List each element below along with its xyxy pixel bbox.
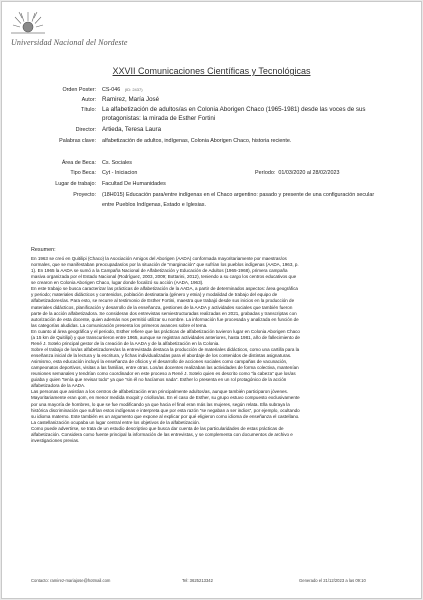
abstract-line: alfabetizadores/as. Para esto, se recurre al testimonio de Esther Fortini, maestra que trabajó desde sus inicios en la producción de xyxy=(31,298,295,304)
abstract-line: (a 15 km de Quitilipi) y que transcurrieron entre 1965, aunque se registran actividades anteriores, hasta 1981, año de fallecimiento de xyxy=(31,334,300,340)
lugar-trabajo-value: Facultad De Humanidades xyxy=(102,181,166,187)
abstract-body xyxy=(31,256,393,444)
autor-value: Ramirez, María José xyxy=(102,96,160,103)
congress-title: XXVII Comunicaciones Científicas y Tecnológicas xyxy=(112,66,311,76)
abstract-line: histórica discriminación que sufrían estos indígenas e interpreta que por esta razón “se negaban a ser indios”, por ejemplo, ocultando xyxy=(31,407,300,413)
titulo-label: Título: xyxy=(81,107,96,113)
proyecto-line-2: entre Pueblos Indígenas, Estado e Iglesias. xyxy=(102,202,206,208)
abstract-line: materiales didácticos, planificación y desarrollo de la enseñanza, gestiones de la AADA y actividades sociales que también fueron xyxy=(31,304,293,310)
titulo-line-2: protagonistas: la mirada de Esther Fortini xyxy=(102,115,216,122)
abstract-line: Asimismo, esta educación incluyó la enseñanza de oficios y el desarrollo de acciones sociales como campañas de vacunación, xyxy=(31,359,288,365)
lugar-trabajo-label: Lugar de trabajo: xyxy=(55,181,96,187)
abstract-line: En 1963 se creó en Quitilipi (Chaco) la Asociación Amigos del Aborigen (AADA) conformada mayoritariamente por maestras/os xyxy=(31,256,287,261)
university-name: Universidad Nacional del Nordeste xyxy=(11,38,128,47)
abstract-line: Sobre el trabajo de los/as alfabetizadores/as la entrevistada destaca la producción de materiales didácticos, como una cartilla para la xyxy=(31,346,300,352)
tipo-beca-label: Tipo Beca: xyxy=(70,170,96,176)
abstract-line: En este trabajo se busca caracterizar las prácticas de alfabetización de la AADA, a partir de determinados aspectos: área geográfica xyxy=(31,286,298,292)
abstract-line: autorización de esta docente, quien además nos permitió utilizar su nombre. La información fue procesada y analizada en función de xyxy=(31,316,299,322)
proyecto-label: Proyecto: xyxy=(73,192,96,198)
abstract-line: guiaba y quien “tenía que revisar todo” ya que “sin él no hacíamos nada”. Esther lo presenta en un rol protagónico de la acción xyxy=(31,377,287,383)
footer xyxy=(2,578,423,588)
abstract-line: En cuanto al área geográfica y el periodo, Esther refiere que las prácticas de alfabetización tuvieron lugar en Colonia Aborigen Chaco xyxy=(31,328,300,334)
document-page xyxy=(1,1,422,599)
area-beca-label: Área de Beca: xyxy=(61,160,96,166)
abstract-line: reuniones semanales y tendrían como coordinador en este proceso a René J. Sotelo quien es descrito como “la cabeza” que los/as xyxy=(31,371,296,377)
university-logo xyxy=(11,9,161,49)
abstract-line: normales, que se manifestaban preocupadas/os por la situación de “marginación” que sufrían los pueblos indígenas (AADA, 1963, p. xyxy=(31,262,299,268)
contact-email: Contacto: ramirez-mariajose@hotmail.com xyxy=(31,578,111,583)
director-label: Director: xyxy=(75,127,96,133)
abstract-line: y periodo; materiales didácticos y contenidos, población destinataria (género y etnia) y modalidad de trabajo del equipo de xyxy=(31,292,278,298)
periodo: Período: 01/03/2020 al 28/02/2023 xyxy=(255,170,340,176)
sun-emblem-icon xyxy=(11,9,45,37)
abstract-line: enseñanza inicial de la lectura y la escritura, y fichas individualizadas para el abordaje de los contenidos de distintas asignaturas. xyxy=(31,353,292,358)
abstract-line: se crearon en Colonia Aborigen Chaco, lugar donde focalizó su acción (AADA, 1963). xyxy=(31,280,204,286)
resumen-label: Resumen: xyxy=(31,247,56,253)
abstract-line: parte de la acción alfabetizadora. Se consideran dos entrevistas semiestructuradas realizadas en 2021, grabadas y transcriptas con xyxy=(31,310,297,316)
autor-label: Autor: xyxy=(81,97,96,103)
abstract-line: Como puede advertirse, se trata de un estudio descriptivo que busca dar cuenta de las particularidades de estas prácticas de xyxy=(31,425,284,431)
abstract-line: investigaciones previas. xyxy=(31,437,80,443)
abstract-line: René J. Sotelo principal gestor de la creación de la AADA y de la alfabetización en la Colonia. xyxy=(31,340,220,346)
abstract-line: alfabetización. Considera como fuente principal la información de las entrevistas, y se complementa con documentos de archivo e xyxy=(31,431,293,437)
abstract-line: La castellanización ocupaba un lugar central entre los objetivos de la alfabetización. xyxy=(31,419,201,425)
area-beca-value: Cs. Sociales xyxy=(102,160,132,166)
id-value: (ID: 2437) xyxy=(124,87,143,92)
abstract-line: Mayoritariamente eran qom, en menor medida moqoit y criollos/as. En el caso de Esther, su grupo estuvo compuesto exclusivamente xyxy=(31,395,300,401)
abstract-line: Las personas que asistían a los centros de alfabetización eran principalmente adultos/as, aunque también participaron jóvenes. xyxy=(31,389,289,395)
generated-timestamp: Generado el 21/12/2023 a las 09:10 xyxy=(299,578,366,583)
abstract-line: por una mayoría de hombres, lo que se fue modificando ya que hacia el final eran más las mujeres, según relata. Ella subraya la xyxy=(31,401,290,407)
abstract-line: campeonatos deportivos, visitas a las familias, entre otras. Los/as docentes realizaban las actividades de forma colectiva, mantenían xyxy=(31,365,299,371)
abstract-line: masiva organizada por el Estado Nacional (Rodríguez, 2003, 2009; Bottarini, 2012), teniendo a su cargo los centros educativos que xyxy=(31,274,297,280)
orden-poster-value: CS-046 (ID: 2437) xyxy=(102,87,143,93)
abstract-line: alfabetizadora de la AADA. xyxy=(31,383,86,389)
proyecto-line-1: (18H015) Educación para/entre indígenas en el Chaco argentino: pasado y presente de una configuración secular xyxy=(102,192,375,198)
orden-poster-label: Orden Poster: xyxy=(62,87,96,93)
contact-phone: Tel: 3625213342 xyxy=(182,578,213,583)
director-value: Artieda, Teresa Laura xyxy=(102,126,162,133)
abstract-line: 1). En 1965 la AADA se sumó a la Campaña Nacional de Alfabetización y Educación de Adultos (1965-1968), primera campaña xyxy=(31,268,288,274)
titulo-line-1: La alfabetización de adultos/as en Colonia Aborigen Chaco (1965-1981) desde las voces de sus xyxy=(102,106,366,113)
abstract-line: su idioma materno. Este también es un argumento que expone al explicar por qué eligieron como idioma de enseñanza el castellano. xyxy=(31,413,300,419)
tipo-beca-value: Cyt - Iniciacion xyxy=(102,170,138,176)
palabras-clave-value: alfabetización de adultos, indígenas, Colonia Aborigen Chaco, historia reciente. xyxy=(102,138,292,144)
palabras-clave-label: Palabras clave: xyxy=(59,138,96,144)
abstract-line: las categorías aludidas. La comunicación presenta los primeros avances sobre el tema. xyxy=(31,322,208,328)
